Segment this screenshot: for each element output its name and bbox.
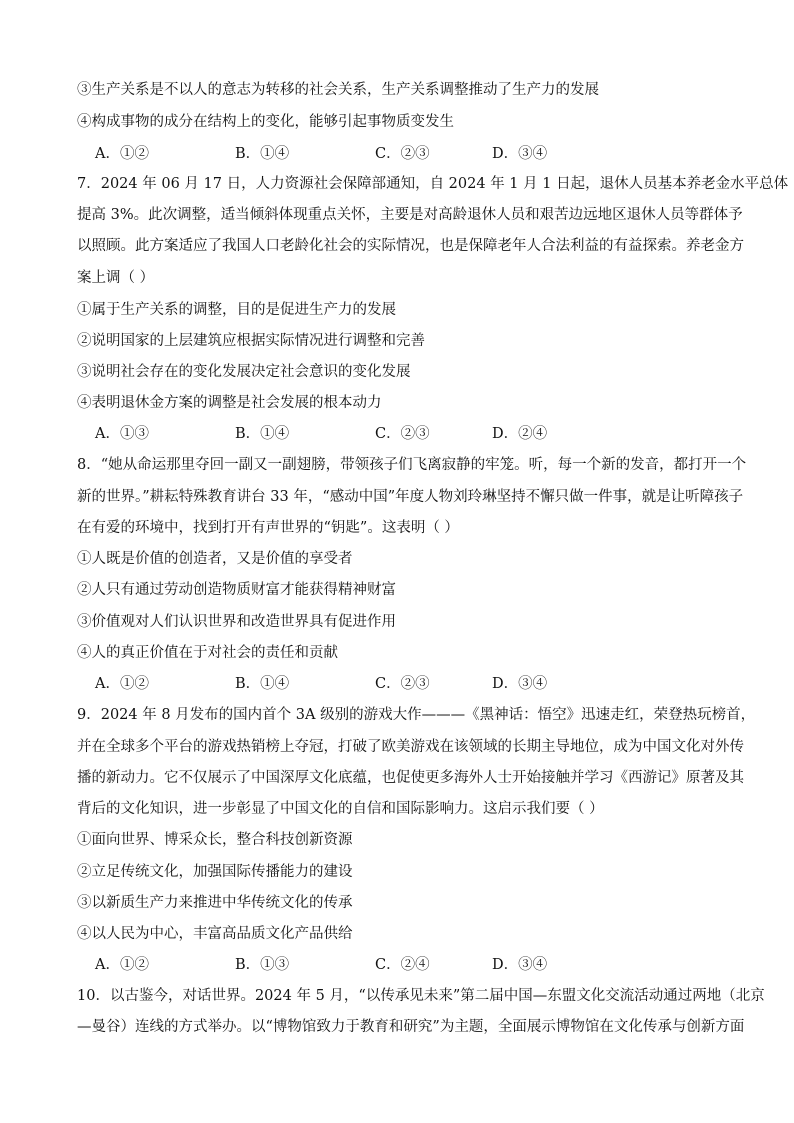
choice-line: ①人既是价值的创造者，又是价值的享受者 (77, 551, 353, 567)
option-d: D．③④ (492, 957, 548, 973)
question-text-line: 新的世界。”耕耘特殊教育讲台 33 年，“感动中国”年度人物刘玲琳坚持不懈只做一件事，就是让听障孩子 (77, 489, 744, 505)
option-c: C．②③ (375, 426, 430, 442)
option-a: A．①② (95, 957, 149, 973)
option-c: C．②④ (375, 957, 430, 973)
option-d: D．③④ (492, 676, 548, 692)
option-b: B．①④ (235, 676, 290, 692)
question-text-line: 案上调（ ） (77, 270, 155, 286)
answer-options (95, 144, 715, 164)
option-b: B．①④ (235, 426, 290, 442)
option-a: A．①② (95, 146, 149, 162)
question-text-line: 9．2024 年 8 月发布的国内首个 3A 级别的游戏大作———《黑神话：悟空》迅速走红，荣登热玩榜首， (77, 707, 756, 723)
answer-options (95, 674, 715, 694)
choice-line: ④表明退休金方案的调整是社会发展的根本动力 (77, 395, 382, 411)
choice-line: ②说明国家的上层建筑应根据实际情况进行调整和完善 (77, 333, 425, 349)
choice-line: ③生产关系是不以人的意志为转移的社会关系，生产关系调整推动了生产力的发展 (77, 82, 599, 98)
choice-line: ④人的真正价值在于对社会的责任和贡献 (77, 645, 338, 661)
choice-line: ①属于生产关系的调整，目的是促进生产力的发展 (77, 302, 396, 318)
option-c: C．②③ (375, 146, 430, 162)
choice-line: ②人只有通过劳动创造物质财富才能获得精神财富 (77, 582, 396, 598)
answer-options (95, 955, 715, 975)
question-text-line: 7．2024 年 06 月 17 日，人力资源社会保障部通知，自 2024 年 1 月 1 日起，退休人员基本养老金水平总体 (77, 176, 789, 192)
option-c: C．②③ (375, 676, 430, 692)
question-text-line: 提高 3%。此次调整，适当倾斜体现重点关怀，主要是对高龄退休人员和艰苦边远地区退休人员等群体予 (77, 207, 743, 223)
question-text-line: 10．以古鉴今，对话世界。2024 年 5 月，“以传承见未来”第二届中国—东盟文化交流活动通过两地（北京 (77, 988, 765, 1004)
option-b: B．①③ (235, 957, 290, 973)
choice-line: ④构成事物的成分在结构上的变化，能够引起事物质变发生 (77, 114, 454, 130)
choice-line: ①面向世界、博采众长，整合科技创新资源 (77, 832, 353, 848)
question-text-line: 在有爱的环境中，找到打开有声世界的“钥匙”。这表明（ ） (77, 520, 459, 536)
choice-line: ③价值观对人们认识世界和改造世界具有促进作用 (77, 614, 396, 630)
question-text-line: 背后的文化知识，进一步彰显了中国文化的自信和国际影响力。这启示我们要（ ） (77, 801, 604, 817)
choice-line: ④以人民为中心，丰富高品质文化产品供给 (77, 926, 353, 942)
option-b: B．①④ (235, 146, 290, 162)
choice-line: ②立足传统文化，加强国际传播能力的建设 (77, 864, 353, 880)
option-a: A．①③ (95, 426, 149, 442)
option-d: D．③④ (492, 146, 548, 162)
choice-line: ③以新质生产力来推进中华传统文化的传承 (77, 895, 353, 911)
option-a: A．①② (95, 676, 149, 692)
option-d: D．②④ (492, 426, 548, 442)
question-text-line: 并在全球多个平台的游戏热销榜上夺冠，打破了欧美游戏在该领域的长期主导地位，成为中国文化对外传 (77, 739, 744, 755)
question-text-line: 播的新动力。它不仅展示了中国深厚文化底蕴，也促使更多海外人士开始接触并学习《西游记》原著及其 (77, 770, 744, 786)
question-text-line: 8．“她从命运那里夺回一副又一副翅膀，带领孩子们飞离寂静的牢笼。听，每一个新的发音，都打开一个 (77, 457, 747, 473)
choice-line: ③说明社会存在的变化发展决定社会意识的变化发展 (77, 364, 411, 380)
question-text-line: 以照顾。此方案适应了我国人口老龄化社会的实际情况，也是保障老年人合法利益的有益探索。养老金方 (77, 238, 744, 254)
answer-options (95, 424, 715, 444)
question-text-line: —曼谷）连线的方式举办。以“博物馆致力于教育和研究”为主题，全面展示博物馆在文化传承与创新方面 (77, 1019, 745, 1035)
